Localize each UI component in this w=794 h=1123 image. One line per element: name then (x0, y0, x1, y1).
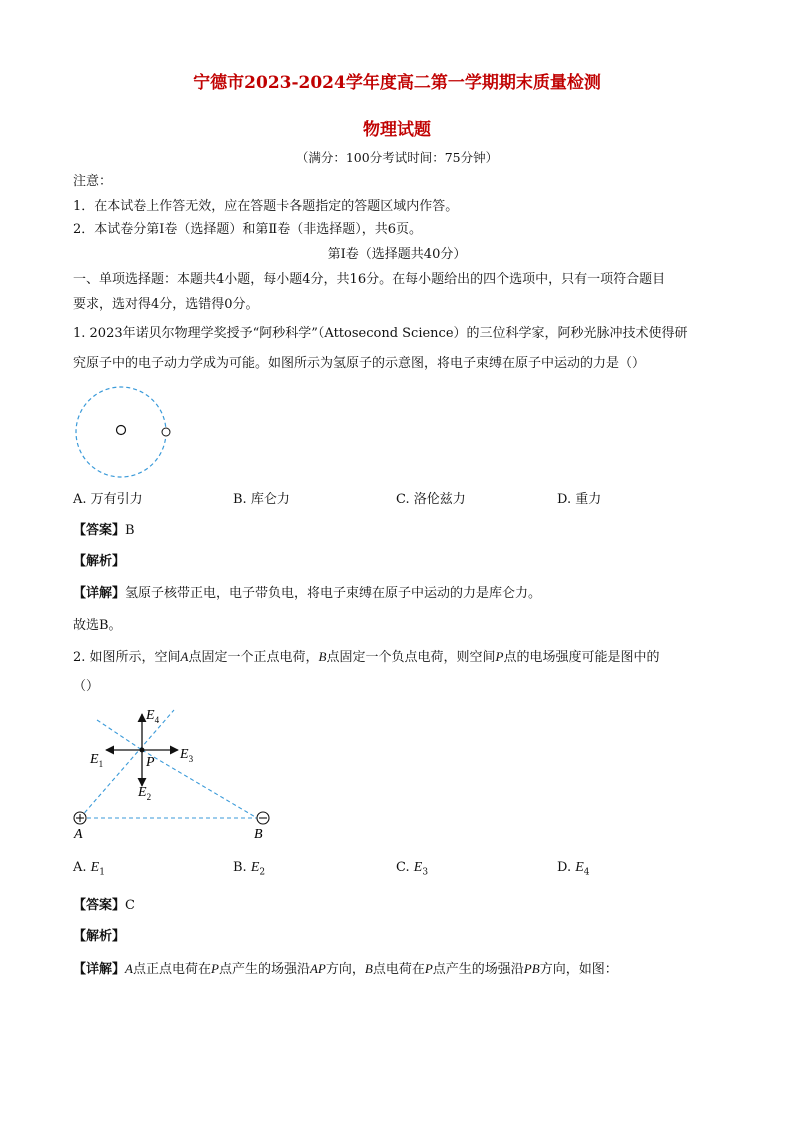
q2-detail: 【详解】A点正点电荷在P点产生的场强沿AP方向，B点电荷在P点产生的场强沿PB方向，如图： (73, 961, 618, 977)
q1-stem: 1. 2023年诺贝尔物理学奖授予“阿秒科学”（Attosecond Science）的三位科学家，阿秒光脉冲技术使得研 (73, 326, 688, 341)
q2-option-a[interactable]: A. $E_1$ (73, 860, 105, 878)
label-a: A (74, 827, 83, 842)
label-e1: $E_1$ (90, 752, 104, 769)
label-b: B (254, 827, 263, 842)
q1-option-b[interactable]: B. 库仑力 (233, 492, 290, 507)
line-ap-extension (97, 720, 142, 750)
exam-subtitle: 物理试题 (363, 120, 431, 140)
q2-stem-part: 2. 如图所示，空间 (73, 650, 181, 665)
exam-title: 宁德市2023-2024学年度高二第一学期期末质量检测 (193, 73, 601, 93)
electric-field-figure (66, 700, 286, 845)
answer-value: C (125, 898, 135, 913)
point-a-ref: A (180, 649, 189, 664)
note-item: 1．在本试卷上作答无效，应在答题卡各题指定的答题区域内作答。 (73, 199, 459, 214)
q2-option-c[interactable]: C. $E_3$ (396, 860, 429, 878)
notes-label: 注意： (73, 174, 113, 189)
point-b-ref: B (318, 649, 327, 664)
section-instructions-cont: 要求，选对得4分，选错得0分。 (73, 297, 259, 312)
q1-answer (73, 522, 135, 540)
label-p: P (146, 755, 155, 770)
answer-label: 【答案】 (73, 523, 126, 538)
nucleus (117, 426, 126, 435)
point-p-ref: P (495, 649, 504, 664)
detail-text: 氢原子核带正电，电子带负电，将电子束缚在原子中运动的力是库仑力。 (125, 586, 542, 601)
q1-option-a[interactable]: A. 万有引力 (73, 492, 143, 507)
q2-analysis-label: 【解析】 (73, 929, 126, 944)
q1-conclusion: 故选B。 (73, 618, 122, 633)
q1-detail (73, 585, 541, 603)
score-time: （满分：100分考试时间：75分钟） (295, 150, 499, 165)
note-item: 2．本试卷分第Ⅰ卷（选择题）和第Ⅱ卷（非选择题），共6页。 (73, 222, 423, 237)
q2-stem (73, 648, 659, 667)
label-e4: $E_4$ (146, 708, 160, 725)
q2-option-b[interactable]: B. $E_2$ (233, 860, 266, 878)
section-title: 第Ⅰ卷（选择题共40分） (327, 247, 467, 262)
q2-stem-part: 点的电场强度可能是图中的 (503, 650, 660, 665)
detail-label: 【详解】 (73, 586, 126, 601)
label-e2: $E_2$ (138, 785, 152, 802)
point-p (140, 748, 145, 753)
q2-answer (73, 897, 135, 915)
line-pb (142, 750, 257, 818)
electron-orbit (76, 387, 166, 477)
q1-option-c[interactable]: C. 洛伦兹力 (396, 492, 466, 507)
q1-analysis-label: 【解析】 (73, 554, 126, 569)
section-instructions: 一、单项选择题：本题共4小题，每小题4分，共16分。在每小题给出的四个选项中，只有一项符合题目 (73, 272, 666, 287)
answer-label: 【答案】 (73, 898, 126, 913)
q1-option-d[interactable]: D. 重力 (557, 492, 602, 507)
hydrogen-atom-figure (70, 385, 180, 480)
q2-stem-part: 点固定一个正点电荷， (188, 650, 319, 665)
label-e3: $E_3$ (180, 747, 194, 764)
answer-value: B (125, 523, 135, 538)
q1-stem-cont: 究原子中的电子动力学成为可能。如图所示为氢原子的示意图，将电子束缚在原子中运动的力是（） (73, 356, 646, 371)
electron (162, 428, 170, 436)
q2-stem-part: 点固定一个负点电荷，则空间 (326, 650, 496, 665)
q2-stem-cont: （） (73, 679, 100, 694)
q2-option-d[interactable]: D. $E_4$ (557, 860, 590, 878)
